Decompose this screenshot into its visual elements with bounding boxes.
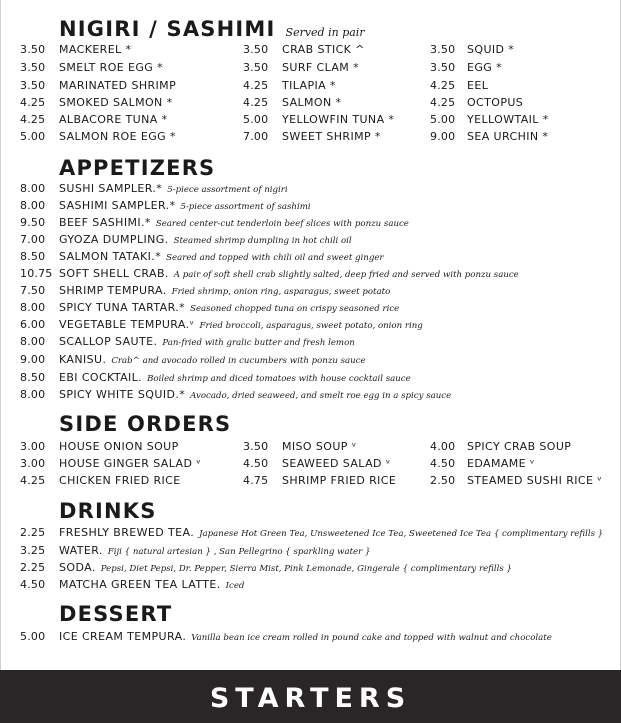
menu-item-price: 3.50 — [243, 61, 269, 74]
appetizer-item — [59, 216, 409, 229]
menu-item-name: VEGETABLE TEMPURA.ᵛ — [59, 318, 195, 331]
menu-item-description: Japanese Hot Green Tea, Unsweetened Ice Tea, Sweetened Ice Tea { complimentary refills } — [199, 529, 604, 539]
nigiri-title-text: NIGIRI / SASHIMI — [59, 17, 276, 41]
menu-item-name: BEEF SASHIMI.* — [59, 216, 151, 229]
appetizers-section-title: APPETIZERS — [59, 156, 216, 180]
menu-item-description: A pair of soft shell crab slightly salted, deep fried and served with ponzu sauce — [173, 270, 519, 280]
menu-item-description: Seared and topped with chili oil and sweet ginger — [166, 253, 384, 263]
menu-item-price: 3.50 — [243, 43, 269, 56]
menu-item-price: 3.00 — [20, 457, 46, 470]
appetizer-item — [59, 388, 451, 401]
appetizer-item — [59, 182, 288, 195]
menu-item-price: 4.25 — [243, 96, 269, 109]
menu-item-name: SEAWEED SALAD ᵛ — [282, 457, 391, 470]
menu-item-price: 7.00 — [243, 130, 269, 143]
menu-item-name: MACKEREL * — [59, 43, 132, 56]
menu-item-description: Crab^ and avocado rolled in cucumbers with ponzu sauce — [111, 356, 366, 366]
menu-item-price: 8.50 — [20, 371, 46, 384]
menu-item-description: Seasoned chopped tuna on crispy seasoned rice — [190, 304, 400, 314]
menu-item-name: SWEET SHRIMP * — [282, 130, 381, 143]
menu-item-name: EEL — [467, 79, 489, 92]
menu-item-price: 5.00 — [20, 130, 46, 143]
drink-item — [59, 578, 244, 591]
menu-item-name: OCTOPUS — [467, 96, 524, 109]
menu-item-price: 3.50 — [430, 43, 456, 56]
menu-item-name: YELLOWFIN TUNA * — [282, 113, 395, 126]
drink-item — [59, 526, 603, 539]
menu-item-name: SOFT SHELL CRAB. — [59, 267, 169, 280]
menu-item-description: Fiji { natural artesian } , San Pellegrino { sparkling water } — [107, 547, 371, 557]
menu-item-name: SPICY WHITE SQUID.* — [59, 388, 186, 401]
menu-item-price: 3.50 — [20, 43, 46, 56]
menu-item-description: Fried shrimp, onion ring, asparagus, sweet potato — [171, 287, 391, 297]
menu-item-description: Pan-fried with gralic butter and fresh lemon — [162, 338, 355, 348]
menu-item-price: 8.00 — [20, 199, 46, 212]
menu-item-name: YELLOWTAIL * — [467, 113, 549, 126]
menu-item-price: 6.00 — [20, 318, 46, 331]
menu-item-price: 3.50 — [20, 79, 46, 92]
appetizer-item — [59, 233, 352, 246]
menu-item-price: 8.00 — [20, 388, 46, 401]
menu-item-price: 2.25 — [20, 561, 46, 574]
menu-item-name: SPICY CRAB SOUP — [467, 440, 572, 453]
menu-item-name: KANISU. — [59, 353, 107, 366]
menu-item-name: WATER. — [59, 544, 103, 557]
menu-item-price: 4.25 — [430, 79, 456, 92]
menu-item-price: 4.50 — [20, 578, 46, 591]
menu-item-name: MATCHA GREEN TEA LATTE. — [59, 578, 221, 591]
menu-item-price: 9.50 — [20, 216, 46, 229]
menu-item-name: SQUID * — [467, 43, 515, 56]
menu-item-name: MARINATED SHRIMP — [59, 79, 177, 92]
menu-item-name: SPICY TUNA TARTAR.* — [59, 301, 186, 314]
menu-item-price: 4.25 — [20, 474, 46, 487]
footer-banner — [0, 670, 621, 723]
menu-item-name: HOUSE GINGER SALAD ᵛ — [59, 457, 202, 470]
menu-item-price: 5.00 — [20, 630, 46, 643]
menu-item-price: 4.75 — [243, 474, 269, 487]
menu-item-name: STEAMED SUSHI RICE ᵛ — [467, 474, 603, 487]
menu-item-description: Fried broccoli, asparagus, sweet potato, onion ring — [199, 321, 423, 331]
menu-item-price: 8.00 — [20, 335, 46, 348]
menu-item-name: SMELT ROE EGG * — [59, 61, 163, 74]
menu-item-price: 4.25 — [243, 79, 269, 92]
menu-item-description: Vanilla bean ice cream rolled in pound cake and topped with walnut and chocolate — [191, 633, 552, 643]
menu-item-price: 5.00 — [430, 113, 456, 126]
appetizer-item — [59, 267, 519, 280]
drink-item — [59, 544, 370, 557]
drink-item — [59, 561, 512, 574]
appetizer-item — [59, 284, 390, 297]
dessert-section-title: DESSERT — [59, 602, 173, 626]
appetizer-item — [59, 335, 355, 348]
menu-item-description: Steamed shrimp dumpling in hot chili oil — [173, 236, 352, 246]
appetizer-item — [59, 199, 311, 212]
menu-item-price: 7.00 — [20, 233, 46, 246]
menu-item-name: SEA URCHIN * — [467, 130, 549, 143]
menu-item-price: 4.25 — [20, 113, 46, 126]
menu-item-description: 5-piece assortment of nigiri — [167, 185, 288, 195]
menu-item-name: EBI COCKTAIL. — [59, 371, 143, 384]
menu-item-price: 3.50 — [243, 440, 269, 453]
menu-item-price: 4.50 — [430, 457, 456, 470]
menu-item-price: 3.25 — [20, 544, 46, 557]
menu-item-price: 3.00 — [20, 440, 46, 453]
menu-item-name: SALMON TATAKI.* — [59, 250, 162, 263]
menu-item-name: EDAMAME ᵛ — [467, 457, 535, 470]
menu-item-description: Avocado, dried seaweed, and smelt roe egg in a spicy sauce — [190, 391, 452, 401]
appetizer-item — [59, 371, 411, 384]
menu-item-price: 2.50 — [430, 474, 456, 487]
menu-item-name: SALMON ROE EGG * — [59, 130, 176, 143]
menu-item-description: Seared center-cut tenderloin beef slices with ponzu sauce — [155, 219, 409, 229]
menu-item-price: 4.50 — [243, 457, 269, 470]
menu-item-name: ICE CREAM TEMPURA. — [59, 630, 187, 643]
nigiri-section-title — [59, 17, 365, 41]
menu-item-name: SMOKED SALMON * — [59, 96, 173, 109]
menu-item-name: FRESHLY BREWED TEA. — [59, 526, 195, 539]
menu-item-price: 3.50 — [20, 61, 46, 74]
menu-item-name: SURF CLAM * — [282, 61, 359, 74]
menu-item-price: 4.00 — [430, 440, 456, 453]
menu-item-price: 9.00 — [430, 130, 456, 143]
drinks-section-title: DRINKS — [59, 499, 157, 523]
menu-item-price: 5.00 — [243, 113, 269, 126]
menu-item-name: SCALLOP SAUTE. — [59, 335, 158, 348]
menu-item-description: Boiled shrimp and diced tomatoes with house cocktail sauce — [147, 374, 411, 384]
menu-item-name: SALMON * — [282, 96, 342, 109]
menu-item-price: 4.25 — [430, 96, 456, 109]
menu-item-price: 7.50 — [20, 284, 46, 297]
appetizer-item — [59, 353, 366, 366]
appetizer-item — [59, 318, 423, 331]
menu-item-name: SHRIMP TEMPURA. — [59, 284, 167, 297]
footer-title: STARTERS — [209, 683, 412, 714]
menu-item-name: HOUSE ONION SOUP — [59, 440, 179, 453]
menu-item-name: TILAPIA * — [282, 79, 336, 92]
menu-item-name: SODA. — [59, 561, 96, 574]
menu-item-name: EGG * — [467, 61, 502, 74]
menu-item-name: SHRIMP FRIED RICE — [282, 474, 397, 487]
dessert-item — [59, 630, 552, 643]
menu-item-name: ALBACORE TUNA * — [59, 113, 168, 126]
menu-item-price: 4.25 — [20, 96, 46, 109]
menu-item-description: Pepsi, Diet Pepsi, Dr. Pepper, Sierra Mist, Pink Lemonade, Gingerale { complimentary refills } — [100, 564, 513, 574]
menu-item-name: MISO SOUP ᵛ — [282, 440, 357, 453]
menu-item-description: Iced — [225, 581, 245, 591]
menu-item-price: 8.00 — [20, 182, 46, 195]
menu-item-name: CHICKEN FRIED RICE — [59, 474, 181, 487]
menu-item-price: 3.50 — [430, 61, 456, 74]
nigiri-served-note: Served in pair — [285, 26, 365, 39]
side-orders-section-title: SIDE ORDERS — [59, 412, 232, 436]
menu-item-name: GYOZA DUMPLING. — [59, 233, 169, 246]
appetizer-item — [59, 301, 399, 314]
page-edge-left — [0, 0, 1, 670]
menu-item-price: 9.00 — [20, 353, 46, 366]
menu-item-price: 8.00 — [20, 301, 46, 314]
menu-item-price: 8.50 — [20, 250, 46, 263]
menu-item-description: 5-piece assortment of sashimi — [180, 202, 311, 212]
menu-item-name: SUSHI SAMPLER.* — [59, 182, 163, 195]
menu-item-name: CRAB STICK ^ — [282, 43, 365, 56]
menu-item-name: SASHIMI SAMPLER.* — [59, 199, 176, 212]
menu-item-price: 10.75 — [20, 267, 53, 280]
menu-item-price: 2.25 — [20, 526, 46, 539]
appetizer-item — [59, 250, 384, 263]
